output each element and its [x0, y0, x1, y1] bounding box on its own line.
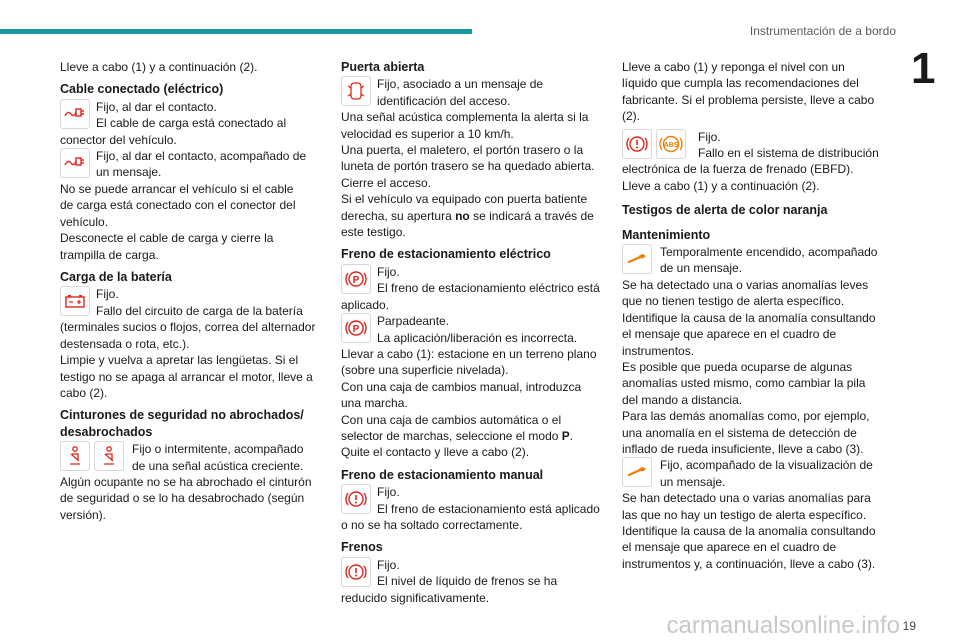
heading-brakes: Frenos: [341, 540, 383, 555]
text-line: reducido significativamente.: [341, 590, 490, 605]
indicator-cable-1: [60, 99, 322, 148]
text-line: vehículo.: [60, 214, 109, 229]
text-line: destensada o rota, etc.).: [60, 336, 190, 351]
page-number: 19: [902, 619, 916, 633]
text-line: Fijo o intermitente, acompañado: [132, 442, 304, 457]
text-line: cabo (2).: [60, 385, 108, 400]
battery-icon: [60, 286, 90, 316]
text-line: La aplicación/liberación es incorrecta.: [377, 330, 578, 345]
svg-text:P: P: [352, 324, 360, 336]
text-line: Algún ocupante no se ha abrochado el cinturón: [60, 474, 312, 489]
column-1: [60, 59, 322, 523]
text-line: testigo no se apaga al arrancar el motor, lleve a: [60, 369, 313, 384]
text-line: Limpie y vuelva a apretar las lengüetas. Si el: [60, 353, 299, 368]
indicator-brakes: [341, 557, 603, 606]
parking-brake-icon: [341, 264, 371, 294]
text-line: (sobre una superficie nivelada).: [341, 363, 509, 378]
text-line: El nivel de líquido de frenos se ha: [377, 574, 558, 589]
heading-cable: Cable conectado (eléctrico): [60, 82, 224, 97]
text-line: una anomalía en el sistema de detección de: [622, 425, 857, 440]
text-line: Parpadeante.: [377, 314, 450, 329]
text-line: Una puerta, el maletero, el portón trasero o la: [341, 143, 584, 158]
heading-mpb: Freno de estacionamiento manual: [341, 467, 544, 482]
text-line: electrónica de la fuerza de frenado (EBFD).: [622, 162, 854, 177]
heading-battery: Carga de la batería: [60, 270, 172, 285]
indicator-epb-1: [341, 264, 603, 313]
column-3: [622, 59, 884, 572]
indicator-maintenance-1: [622, 244, 884, 457]
header-accent-bar: [0, 29, 472, 34]
text-line: una marcha.: [341, 396, 408, 411]
open-door-car-icon: [341, 76, 371, 106]
text-line: Temporalmente encendido, acompañado: [660, 245, 878, 260]
text-line: Quite el contacto y lleve a cabo (2).: [341, 445, 530, 460]
text-line: las que no hay un testigo de alerta específico.: [622, 507, 867, 522]
text-line: Fijo, al dar el contacto, acompañado de: [96, 149, 307, 164]
text-line: líquido que cumpla las recomendaciones del: [622, 76, 859, 91]
text-line: El freno de estacionamiento eléctrico está: [377, 281, 600, 296]
indicator-door: [341, 76, 603, 191]
text-line: Fijo.: [96, 287, 119, 302]
text-line: de un mensaje.: [660, 261, 743, 276]
indicator-maintenance-2: [622, 457, 884, 572]
text-line: trampilla de carga.: [60, 247, 159, 262]
text-line: este testigo.: [341, 225, 406, 240]
seatbelt-icon: [94, 441, 124, 471]
charging-plug-icon: [60, 148, 90, 178]
charging-plug-icon: [60, 99, 90, 129]
indicator-battery: [60, 286, 322, 401]
text-line: (terminales sucios o flojos, correa del alternador: [60, 320, 316, 335]
text-line: Identifique la causa de la anomalía consultando: [622, 523, 876, 538]
wrench-icon: [622, 244, 652, 274]
text-line: que no tienen testigo de alerta específico.: [622, 294, 845, 309]
text-line: de carga está conectado con el conector del: [60, 198, 296, 213]
text-line: luneta de portón trasero se ha quedado abierta.: [341, 159, 595, 174]
indicator-mpb: [341, 484, 603, 533]
text-line: identificación del acceso.: [377, 93, 511, 108]
indicator-belts: [60, 441, 322, 523]
text-line: Fijo, acompañado de la visualización de: [660, 458, 873, 473]
text-line: Si el vehículo va equipado con puerta batiente: [341, 192, 588, 207]
column-2: [341, 59, 603, 606]
text-line: del mando a distancia.: [622, 392, 743, 407]
text-line: Fijo.: [377, 264, 400, 279]
text-line: Lleve a cabo (1) y reponga el nivel con un: [622, 60, 845, 74]
abs-icon: [656, 129, 686, 159]
text-line: Para las demás anomalías como, por ejemplo,: [622, 409, 870, 424]
parking-brake-icon: [341, 313, 371, 343]
text-line: Es posible que pueda ocuparse de algunas: [622, 359, 853, 374]
text-line: Fallo en el sistema de distribución: [698, 146, 879, 161]
seatbelt-icon: [60, 441, 90, 471]
text-line: Una señal acústica complementa la alerta si la: [341, 110, 589, 125]
watermark: carmanualsonline.info: [666, 612, 900, 639]
abs-label: ABS: [663, 141, 679, 149]
text-line: Fijo, asociado a un mensaje de: [377, 77, 544, 92]
indicator-epb-2: [341, 313, 603, 428]
intro-text: Lleve a cabo (1) y a continuación (2).: [60, 60, 258, 74]
text-line: fabricante. Si el problema persiste, lleve a cabo: [622, 92, 875, 107]
text-line: inflado de rueda insuficiente, lleve a cabo (3).: [622, 441, 864, 456]
heading-door: Puerta abierta: [341, 60, 425, 74]
text-line: anomalías usted mismo, como cambiar la pila: [622, 376, 866, 391]
text-line: conector del vehículo.: [60, 132, 177, 147]
text-line: versión).: [60, 507, 107, 522]
text-line: instrumentos y, a continuación, lleve a cabo (3).: [622, 556, 876, 571]
text-line: o no se ha soltado correctamente.: [341, 517, 523, 532]
text-line: un mensaje.: [96, 165, 162, 180]
brake-warning-icon: [622, 129, 652, 159]
text-line: aplicado.: [341, 297, 390, 312]
text-line: Fallo del circuito de carga de la batería: [96, 303, 303, 318]
text-line-mixed: derecha, su apertura no se indicará a través de: [341, 208, 594, 223]
text-line: Se han detectado una o varias anomalías para: [622, 491, 871, 506]
text-line: (2).: [622, 109, 640, 124]
text-line: Con una caja de cambios automática o el: [341, 412, 562, 427]
text-line: Fijo.: [377, 557, 400, 572]
heading-belts-1: Cinturones de seguridad no abrochados/: [60, 408, 304, 423]
heading-maintenance: Mantenimiento: [622, 227, 711, 242]
text-line: de una señal acústica creciente.: [132, 458, 304, 473]
text-line: Con una caja de cambios manual, introduzca: [341, 379, 582, 394]
text-line: Identifique la causa de la anomalía consultando: [622, 310, 876, 325]
text-line: Fijo.: [698, 129, 721, 144]
text-line: un mensaje.: [660, 474, 726, 489]
text-line: Se ha detectado una o varias anomalías leves: [622, 277, 869, 292]
text-line: Desconecte el cable de carga y cierre la: [60, 231, 274, 246]
heading-epb: Freno de estacionamiento eléctrico: [341, 247, 551, 262]
section-title: Instrumentación de a bordo: [749, 24, 896, 38]
text-line-mixed: selector de marchas, seleccione el modo P.: [341, 428, 574, 443]
brake-warning-icon: [341, 557, 371, 587]
text-line: Fijo, al dar el contacto.: [96, 99, 217, 114]
heading-belts-2: desabrochados: [60, 424, 153, 439]
text-line: No se puede arrancar el vehículo si el cable: [60, 182, 294, 197]
text-line: el mensaje que aparece en el cuadro de: [622, 327, 837, 342]
heading-orange-warnings: Testigos de alerta de color naranja: [622, 203, 828, 218]
text-line: Llevar a cabo (1): estacione en un terreno plano: [341, 346, 597, 361]
wrench-icon: [622, 457, 652, 487]
text-line: El freno de estacionamiento está aplicado: [377, 501, 600, 516]
text-line: Cierre el acceso.: [341, 175, 432, 190]
text-line: El cable de carga está conectado al: [96, 116, 287, 131]
indicator-ebfd: [622, 129, 884, 195]
text-line: el mensaje que aparece en el cuadro de: [622, 540, 837, 555]
text-line: Lleve a cabo (1) y a continuación (2).: [622, 178, 820, 193]
brake-warning-icon: [341, 484, 371, 514]
indicator-cable-2: [60, 148, 322, 181]
text-line: Fijo.: [377, 485, 400, 500]
chapter-number: 1: [911, 44, 936, 93]
text-line: velocidad es superior a 10 km/h.: [341, 126, 514, 141]
text-line: de seguridad o se lo ha desabrochado (según: [60, 491, 305, 506]
text-line: instrumentos.: [622, 343, 695, 358]
svg-text:P: P: [352, 274, 360, 286]
